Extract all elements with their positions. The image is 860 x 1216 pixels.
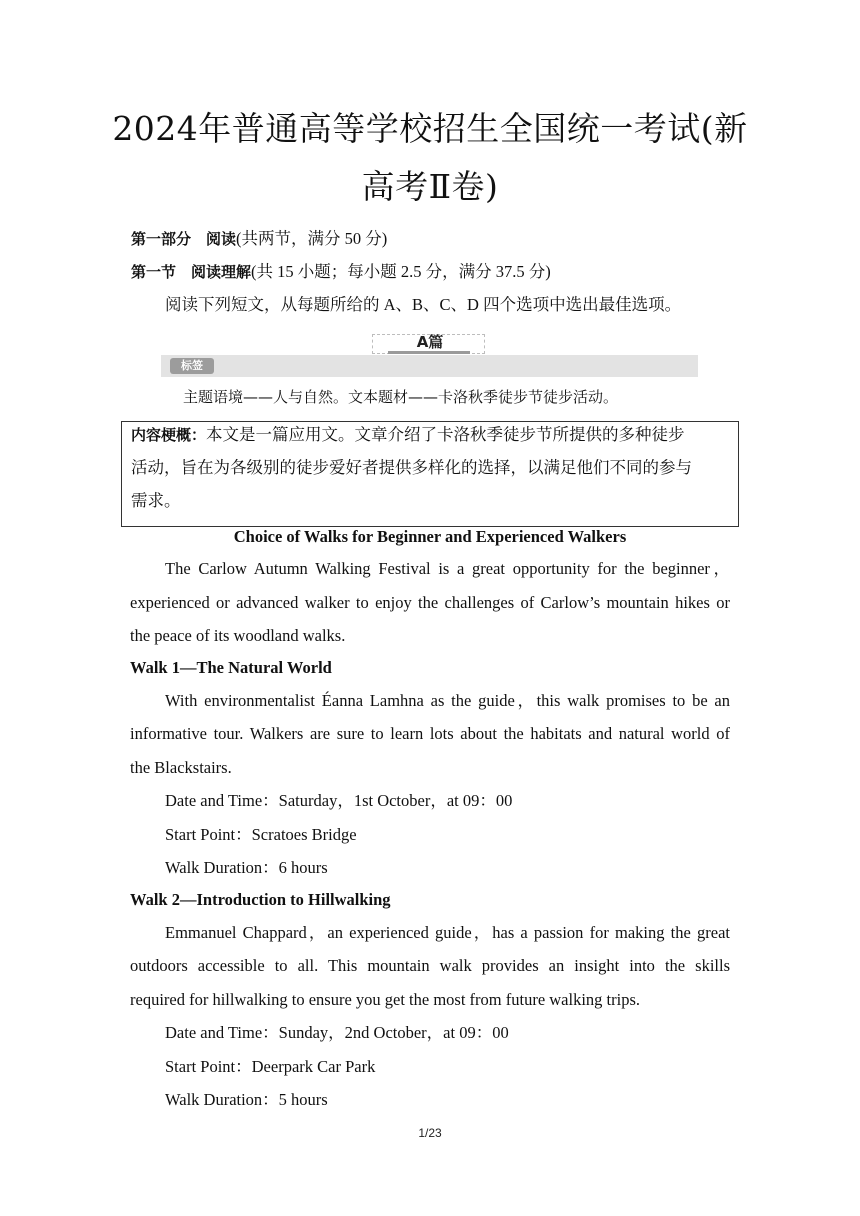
- walk-2-title: Walk 2—Introduction to Hillwalking: [130, 890, 391, 909]
- part-note: (共两节，满分 50 分): [236, 229, 388, 248]
- instruction-text: 阅读下列短文，从每题所给的 A、B、C、D 四个选项中选出最佳选项。: [165, 295, 682, 314]
- summary-text-1: 本文是一篇应用文。文章介绍了卡洛秋季徒步节所提供的多种徒步: [206, 425, 685, 444]
- summary-line-1: [131, 427, 685, 444]
- walk-2-desc-line-3: required for hillwalking to ensure you get the most from future walking trips.: [130, 990, 641, 1009]
- summary-label: 内容梗概：: [131, 426, 207, 444]
- document-title-line-1: 2024年普通高等学校招生全国统一考试(新: [112, 109, 748, 148]
- passage-label-underline: [388, 351, 470, 354]
- summary-line-2: 活动，旨在为各级别的徒步爱好者提供多样化的选择，以满足他们不同的参与: [131, 458, 692, 477]
- walk-1-desc-line-1: With environmentalist Éanna Lamhna as the guide，this walk promises to be an: [165, 691, 730, 710]
- subsection-label: 第一节 阅读理解: [131, 263, 252, 281]
- walk-2-date-time: Date and Time：Sunday，2nd October，at 09：00: [165, 1023, 509, 1042]
- part-heading: [131, 231, 387, 248]
- walk-2-desc-line-2: outdoors accessible to all. This mountain walk provides an insight into the skills: [130, 956, 730, 975]
- intro-line-1: The Carlow Autumn Walking Festival is a great opportunity for the beginner，: [165, 559, 730, 578]
- summary-line-3: 需求。: [131, 491, 181, 510]
- part-label: 第一部分 阅读: [131, 230, 237, 248]
- walk-2-start-point: Start Point：Deerpark Car Park: [165, 1057, 376, 1076]
- walk-1-duration: Walk Duration：6 hours: [165, 858, 328, 877]
- tag-badge: 标签: [170, 358, 214, 374]
- walk-1-start-point: Start Point：Scratoes Bridge: [165, 825, 357, 844]
- subsection-note: (共 15 小题；每小题 2.5 分，满分 37.5 分): [251, 262, 551, 281]
- walk-1-desc-line-3: the Blackstairs.: [130, 758, 232, 777]
- walk-1-date-time: Date and Time：Saturday，1st October，at 09：00: [165, 791, 513, 810]
- theme-line: 主题语境——人与自然。文本题材——卡洛秋季徒步节徒步活动。: [183, 388, 619, 406]
- intro-line-3: the peace of its woodland walks.: [130, 626, 346, 645]
- subsection-heading: [131, 264, 551, 281]
- walk-2-desc-line-1: Emmanuel Chappard，an experienced guide，has a passion for making the great: [165, 923, 730, 942]
- tag-bar: [161, 355, 698, 377]
- page-number: 1/23: [418, 1126, 442, 1140]
- walk-2-duration: Walk Duration：5 hours: [165, 1090, 328, 1109]
- walk-1-desc-line-2: informative tour. Walkers are sure to learn lots about the habitats and natural world of: [130, 724, 730, 743]
- intro-line-2: experienced or advanced walker to enjoy the challenges of Carlow’s mountain hikes or: [130, 593, 730, 612]
- document-title-line-2: 高考Ⅱ卷): [361, 167, 499, 206]
- article-heading: Choice of Walks for Beginner and Experienced Walkers: [233, 527, 627, 546]
- walk-1-title: Walk 1—The Natural World: [130, 658, 332, 677]
- passage-label: A篇: [416, 333, 444, 351]
